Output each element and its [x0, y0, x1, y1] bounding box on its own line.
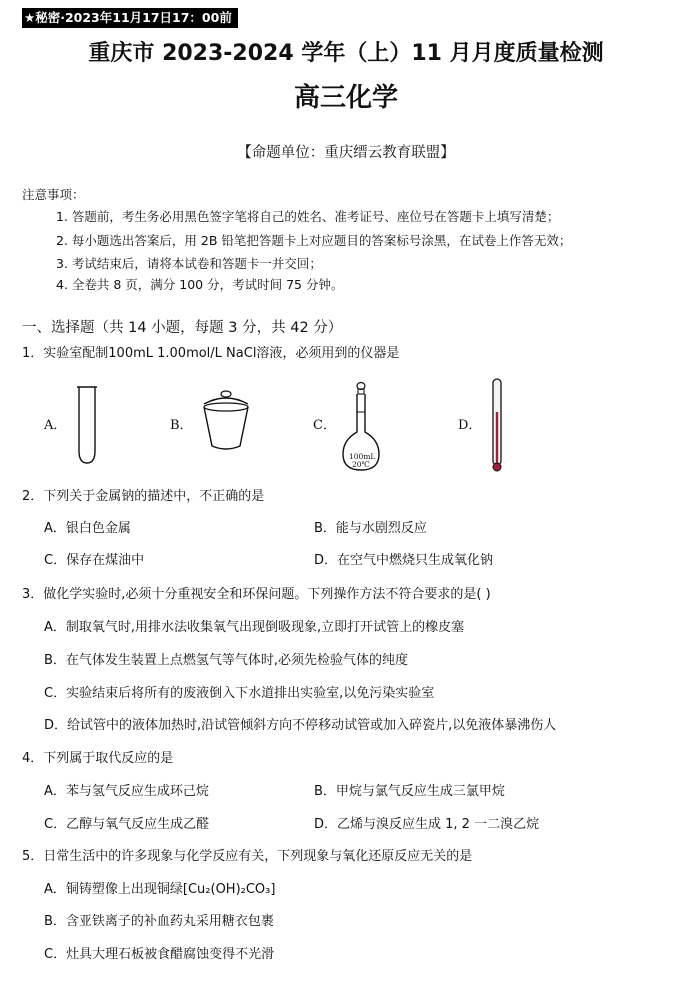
q3-option-d: D．给试管中的液体加热时,沿试管倾斜方向不停移动试管或加入碎瓷片,以免液体暴沸伤人 — [44, 718, 557, 733]
q4-option-d: D．乙烯与溴反应生成 1, 2 一二溴乙烷 — [314, 817, 540, 832]
question-5-stem: 5．日常生活中的许多现象与化学反应有关，下列现象与氧化还原反应无关的是 — [22, 849, 473, 864]
flask-temperature-mark: 20℃ — [352, 460, 370, 469]
question-1-stem: 1．实验室配制100mL 1.00mol/L NaCl溶液，必须用到的仪器是 — [22, 346, 400, 361]
q1-option-b-label: B． — [170, 418, 193, 433]
q2-option-d: D．在空气中燃烧只生成氧化钠 — [314, 553, 494, 568]
q1-option-c-label: C． — [313, 418, 336, 433]
note-item: 4. 全卷共 8 页，满分 100 分，考试时间 75 分钟。 — [56, 277, 344, 292]
q2-option-c: C．保存在煤油中 — [44, 553, 145, 568]
note-item: 3. 考试结束后，请将本试卷和答题卡一并交回； — [56, 256, 322, 271]
q3-option-b: B．在气体发生装置上点燃氢气等气体时,必须先检验气体的纯度 — [44, 653, 409, 668]
q5-option-a: A．铜铸塑像上出现铜绿[Cu₂(OH)₂CO₃] — [44, 882, 276, 897]
thermometer-icon — [490, 378, 504, 474]
question-3-stem: 3．做化学实验时,必须十分重视安全和环保问题。下列操作方法不符合要求的是( ) — [22, 587, 491, 602]
exam-unit: 【命题单位：重庆缙云教育联盟】 — [237, 145, 455, 161]
crucible-icon — [198, 390, 254, 454]
exam-subject: 高三化学 — [293, 83, 398, 113]
q1-option-d-label: D． — [458, 418, 482, 433]
flask-volume-mark: 100mL — [349, 452, 376, 461]
question-4-stem: 4．下列属于取代反应的是 — [22, 751, 174, 766]
q2-option-a: A．银白色金属 — [44, 521, 131, 536]
q4-option-b: B．甲烷与氯气反应生成三氯甲烷 — [314, 784, 505, 799]
q4-option-c: C．乙醇与氧气反应生成乙醛 — [44, 817, 210, 832]
section-title: 一、选择题（共 14 小题，每题 3 分，共 42 分） — [22, 320, 343, 336]
q5-option-c: C．灶具大理石板被食醋腐蚀变得不光滑 — [44, 947, 275, 962]
confidential-banner: ★秘密·2023年11月17日17：00前 — [22, 8, 238, 28]
note-item: 2. 每小题选出答案后，用 2B 铅笔把答题卡上对应题目的答案标号涂黑，在试卷上作答无效； — [56, 233, 572, 248]
q3-option-a: A．制取氧气时,用排水法收集氧气出现倒吸现象,立即打开试管上的橡皮塞 — [44, 620, 465, 635]
q3-option-c: C．实验结束后将所有的废液倒入下水道排出实验室,以免污染实验室 — [44, 686, 435, 701]
notes-title: 注意事项： — [22, 187, 85, 202]
exam-title: 重庆市 2023-2024 学年（上）11 月月度质量检测 — [88, 41, 604, 66]
q4-option-a: A．苯与氢气反应生成环己烷 — [44, 784, 209, 799]
q5-option-b: B．含亚铁离子的补血药丸采用糖衣包裹 — [44, 914, 274, 929]
test-tube-icon — [76, 385, 98, 465]
question-2-stem: 2．下列关于金属钠的描述中，不正确的是 — [22, 489, 265, 504]
q1-option-a-label: A． — [44, 418, 67, 433]
q2-option-b: B．能与水剧烈反应 — [314, 521, 427, 536]
note-item: 1. 答题前，考生务必用黑色签字笔将自己的姓名、准考证号、座位号在答题卡上填写清楚； — [56, 209, 560, 224]
